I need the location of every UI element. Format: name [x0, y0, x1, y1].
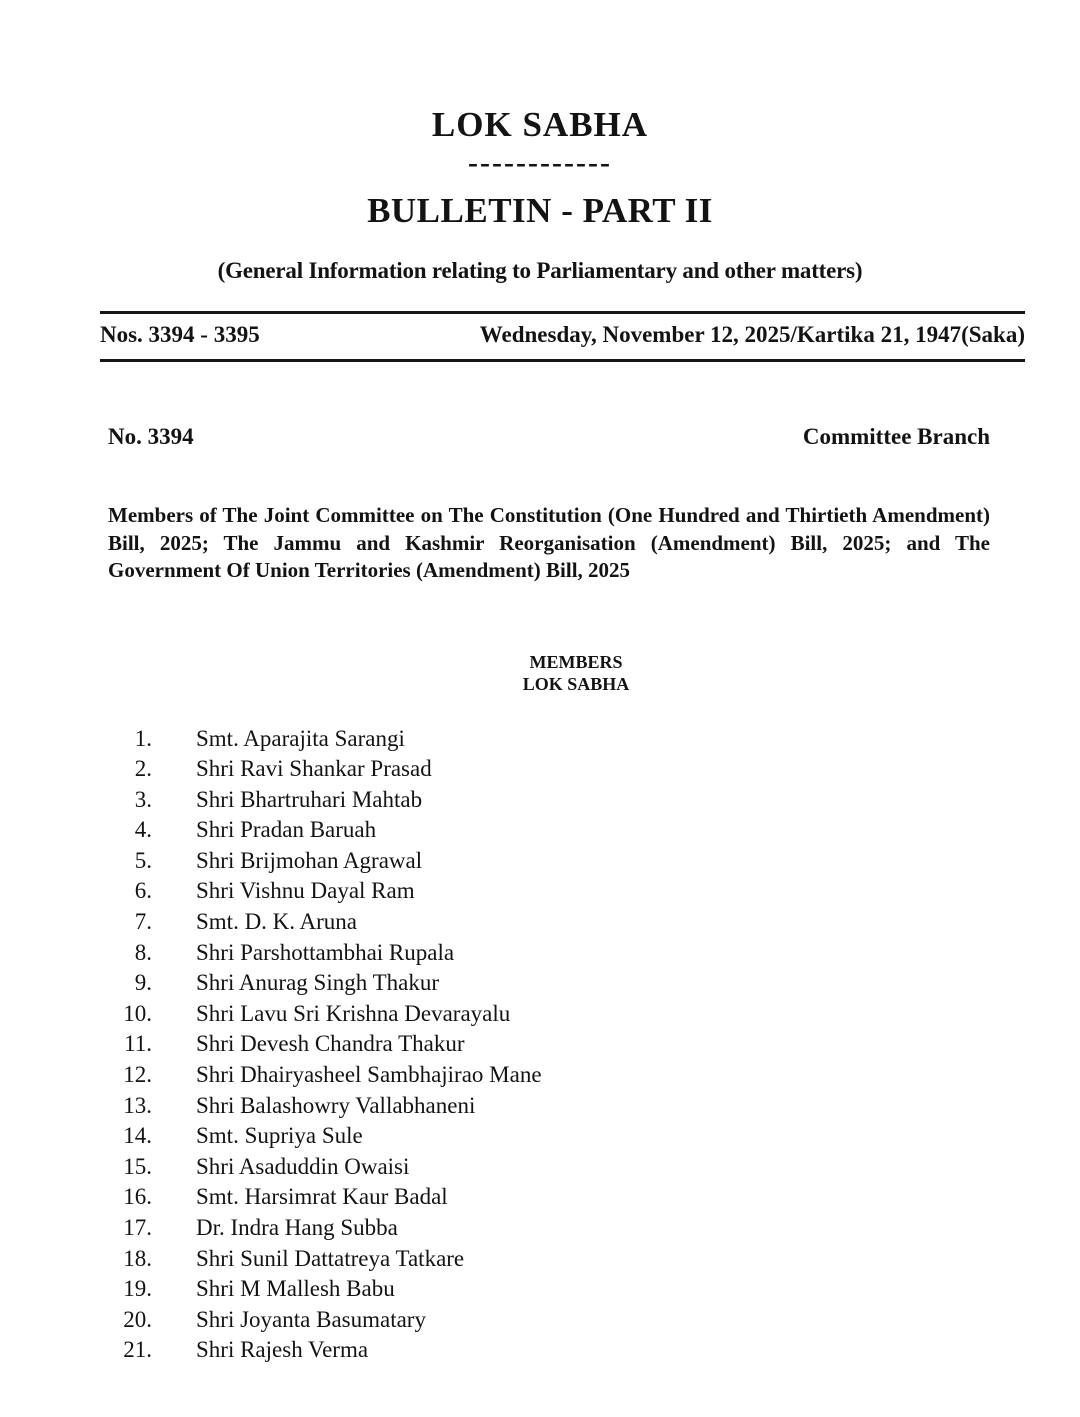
list-item: [0, 846, 1080, 877]
member-name: Shri Lavu Sri Krishna Devarayalu: [196, 1000, 511, 1026]
list-item: [0, 724, 1080, 755]
member-number: 14.: [123, 1123, 152, 1149]
member-number: 12.: [123, 1062, 152, 1088]
member-number: 4.: [134, 817, 152, 843]
issue-band: [100, 311, 1025, 362]
member-number: 6.: [134, 878, 152, 904]
list-item: [0, 907, 1080, 938]
member-name: Shri Joyanta Basumatary: [196, 1306, 426, 1332]
member-name: Smt. Harsimrat Kaur Badal: [196, 1184, 448, 1210]
masthead: [0, 0, 1080, 284]
member-number: 3.: [134, 786, 152, 812]
dashed-divider: ------------: [468, 146, 612, 179]
list-item: [0, 1060, 1080, 1091]
list-item: [0, 1335, 1080, 1366]
list-item: [0, 999, 1080, 1030]
members-heading: MEMBERS: [529, 651, 623, 672]
list-item: [0, 968, 1080, 999]
member-name: Dr. Indra Hang Subba: [196, 1215, 398, 1240]
list-item: [0, 1213, 1080, 1244]
member-number: 18.: [123, 1245, 152, 1271]
entry-number: No. 3394: [108, 424, 194, 449]
list-item: [0, 754, 1080, 785]
members-heading-block: [0, 651, 1080, 695]
member-name: Shri Dhairyasheel Sambhajirao Mane: [196, 1062, 542, 1088]
member-number: 11.: [124, 1031, 152, 1057]
member-name: Shri Ravi Shankar Prasad: [196, 756, 432, 782]
member-name: Shri Sunil Dattatreya Tatkare: [196, 1245, 465, 1271]
list-item: [0, 1029, 1080, 1060]
member-name: Smt. Supriya Sule: [196, 1123, 363, 1149]
issue-date: Wednesday, November 12, 2025/Kartika 21, 1947(Saka): [479, 322, 1025, 347]
member-number: 7.: [134, 909, 152, 935]
list-item: [0, 1091, 1080, 1122]
list-item: [0, 1152, 1080, 1183]
member-name: Shri Rajesh Verma: [196, 1337, 369, 1363]
member-number: 10.: [123, 1000, 152, 1026]
members-list: [0, 724, 1080, 1366]
member-name: Shri Anurag Singh Thakur: [196, 970, 439, 996]
document-tagline: (General Information relating to Parliamentary and other matters): [217, 258, 863, 283]
issue-numbers: Nos. 3394 - 3395: [100, 322, 260, 347]
member-number: 2.: [134, 756, 152, 782]
list-item: [0, 876, 1080, 907]
member-name: Smt. D. K. Aruna: [196, 909, 357, 935]
member-name: Shri Bhartruhari Mahtab: [196, 786, 423, 812]
member-name: Shri Pradan Baruah: [196, 817, 377, 843]
member-name: Shri Brijmohan Agrawal: [196, 847, 423, 873]
member-number: 19.: [123, 1276, 152, 1302]
member-number: 15.: [123, 1153, 152, 1179]
list-item: [0, 1274, 1080, 1305]
member-number: 16.: [123, 1184, 152, 1210]
member-name: Shri Vishnu Dayal Ram: [196, 878, 415, 904]
member-name: Shri Asaduddin Owaisi: [196, 1153, 410, 1179]
member-number: 5.: [134, 847, 152, 873]
list-item: [0, 938, 1080, 969]
list-item: [0, 785, 1080, 816]
member-number: 8.: [134, 939, 152, 965]
list-item: [0, 1244, 1080, 1275]
list-item: [0, 1121, 1080, 1152]
member-name: Shri M Mallesh Babu: [196, 1276, 395, 1302]
member-name: Shri Parshottambhai Rupala: [196, 939, 455, 965]
member-name: Shri Devesh Chandra Thakur: [196, 1031, 465, 1057]
list-item: [0, 1182, 1080, 1213]
list-item: [0, 1305, 1080, 1336]
document-title: LOK SABHA: [431, 105, 649, 144]
document-subtitle: BULLETIN - PART II: [367, 191, 713, 230]
members-subheading: LOK SABHA: [522, 673, 630, 694]
branch-label: Committee Branch: [802, 424, 990, 449]
member-number: 13.: [123, 1092, 152, 1118]
entry-header-row: [108, 424, 990, 450]
member-name: Smt. Aparajita Sarangi: [196, 725, 405, 751]
member-name: Shri Balashowry Vallabhaneni: [196, 1092, 476, 1118]
member-number: 17.: [123, 1215, 152, 1240]
entry-heading-paragraph: Members of The Joint Committee on The Constitution (One Hundred and Thirtieth Amendment) Bill, 2025; The Jammu and Kashmir Reorganisation (Amendment) Bill, 2025; and The Government Of Union Territories (Amendment) Bill, 2025: [108, 503, 990, 582]
member-number: 20.: [123, 1306, 152, 1332]
member-number: 1.: [134, 725, 152, 751]
list-item: [0, 815, 1080, 846]
member-number: 9.: [134, 970, 152, 996]
member-number: 21.: [123, 1337, 152, 1363]
